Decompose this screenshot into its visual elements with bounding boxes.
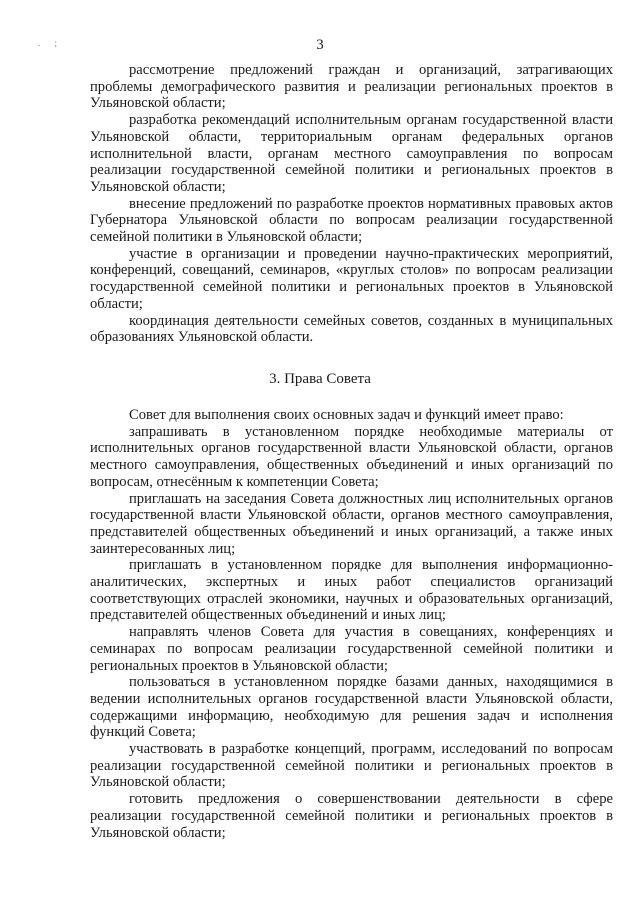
right-item: приглашать на заседания Совета должностных лиц исполнительных органов государственной власти Ульяновской области, органов местного самоуправления, представителей общественных объединений и иных организаций, а также иных заинтересованных лиц; [90, 490, 613, 557]
right-item: направлять членов Совета для участия в совещаниях, конференциях и семинарах по вопросам реализации государственной семейной политики и региональных проектов в Ульяновской области; [90, 624, 613, 674]
right-item: участвовать в разработке концепций, программ, исследований по вопросам реализации государственной семейной политики и региональных проектов в Ульяновской области; [90, 741, 613, 791]
right-item: приглашать в установленном порядке для выполнения информационно-аналитических, экспертных и иных работ специалистов организаций соответствующих отраслей экономики, научных и образовательных организаций, представителей общественных объединений и иных лиц; [90, 557, 613, 624]
function-item: внесение предложений по разработке проектов нормативных правовых актов Губернатора Ульяновской области по вопросам реализации государственной семейной политики в Ульяновской области; [90, 195, 613, 246]
rights-intro: Совет для выполнения своих основных задач и функций имеет право: [129, 407, 564, 423]
functions-list-continued [90, 62, 613, 346]
section-heading: 3. Права Совета [269, 371, 371, 387]
right-item: запрашивать в установленном порядке необходимые материалы от исполнительных органов государственной власти Ульяновской области, органов местного самоуправления, общественных объединений и иных организаций по вопросам, отнесённым к компетенции Совета; [90, 423, 613, 490]
right-item: пользоваться в установленном порядке базами данных, находящимися в ведении исполнительных органов государственной власти Ульяновской области, содержащими информацию, необходимую для решения задач и исполнения функций Совета; [90, 674, 613, 741]
right-item: готовить предложения о совершенствовании деятельности в сфере реализации государственной семейной политики и региональных проектов в Ульяновской области; [90, 791, 613, 841]
function-item: рассмотрение предложений граждан и организаций, затрагивающих проблемы демографического развития и реализации региональных проектов в Ульяновской области; [90, 62, 613, 112]
page-number: 3 [316, 37, 324, 53]
rights-list [90, 407, 613, 841]
function-item: координация деятельности семейных советов, созданных в муниципальных образованиях Ульяновской области. [90, 312, 613, 346]
margin-marks: . ; [38, 38, 64, 48]
function-item: разработка рекомендаций исполнительным органам государственной власти Ульяновской области, территориальным органам федеральных органов исполнительной власти, органам местного самоуправления по вопросам реализации государственной семейной политики и региональных проектов в Ульяновской области; [90, 112, 613, 195]
function-item: участие в организации и проведении научно-практических мероприятий, конференций, совещаний, семинаров, «круглых столов» по вопросам реализации государственной семейной политики и региональных проектов в Ульяновской области; [90, 245, 613, 312]
